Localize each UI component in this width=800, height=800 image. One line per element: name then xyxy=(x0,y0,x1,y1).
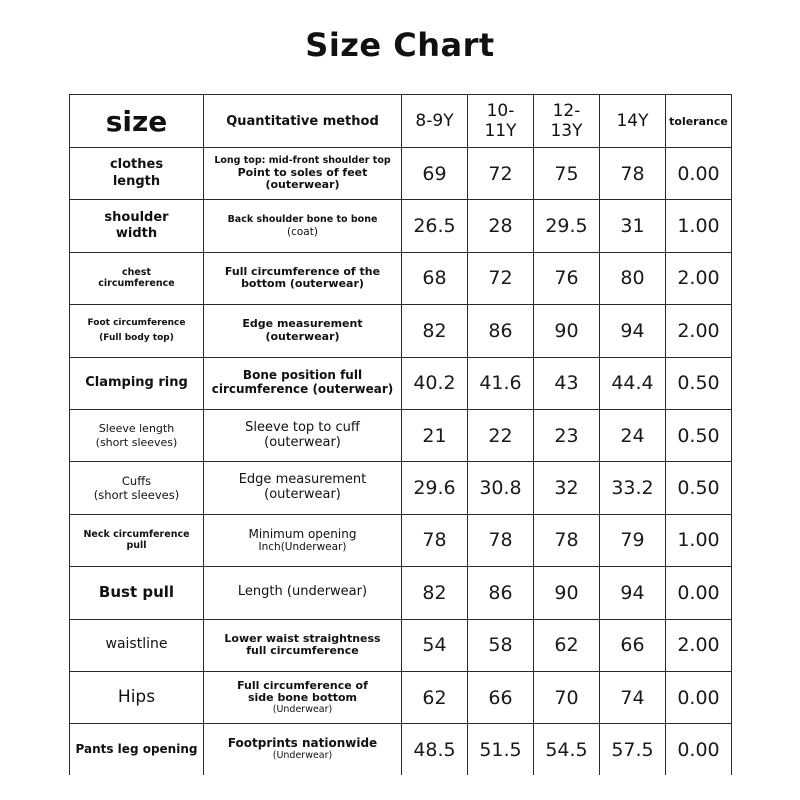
size-line: shoulder xyxy=(104,209,169,225)
value-cell: 28 xyxy=(468,200,534,252)
value-cell: 32 xyxy=(534,462,600,514)
value-cell: 94 xyxy=(600,567,666,619)
size-line: Sleeve length xyxy=(98,421,175,435)
size-line: width xyxy=(115,226,158,242)
size-line: Neck circumference pull xyxy=(83,528,190,552)
size-line: (short sleeves) xyxy=(93,488,180,503)
size-line: Clamping ring xyxy=(85,375,188,391)
method-line: Footprints nationwide xyxy=(227,736,378,751)
row-method xyxy=(204,619,402,671)
table-row xyxy=(70,305,732,357)
value-cell: 23 xyxy=(534,409,600,461)
value-cell: 78 xyxy=(468,514,534,566)
row-size-label xyxy=(70,148,204,200)
tolerance-cell: 2.00 xyxy=(666,252,732,304)
value-cell: 78 xyxy=(600,148,666,200)
method-line: full circumference xyxy=(246,644,359,658)
value-cell: 86 xyxy=(468,305,534,357)
row-size-label xyxy=(70,357,204,409)
method-line: Edge measurement xyxy=(238,472,367,488)
size-line: chest xyxy=(121,266,152,278)
value-cell: 40.2 xyxy=(402,357,468,409)
row-method xyxy=(204,409,402,461)
value-cell: 74 xyxy=(600,671,666,723)
value-cell: 72 xyxy=(468,252,534,304)
table-row xyxy=(70,409,732,461)
table-row xyxy=(70,514,732,566)
header-col-14y: 14Y xyxy=(600,95,666,148)
table-row xyxy=(70,619,732,671)
value-cell: 30.8 xyxy=(468,462,534,514)
size-line: Pants leg opening xyxy=(75,742,198,757)
value-cell: 22 xyxy=(468,409,534,461)
size-line: waistline xyxy=(105,636,168,653)
tolerance-cell: 0.50 xyxy=(666,357,732,409)
header-col-10-11y: 10-11Y xyxy=(468,95,534,148)
method-line: Bone position full xyxy=(242,368,363,383)
method-line: Back shoulder bone to bone xyxy=(227,213,378,225)
row-method xyxy=(204,148,402,200)
tolerance-cell: 0.50 xyxy=(666,409,732,461)
page-title: Size Chart xyxy=(305,26,495,64)
method-line: Inch(Underwear) xyxy=(258,541,347,554)
value-cell: 31 xyxy=(600,200,666,252)
tolerance-cell: 1.00 xyxy=(666,514,732,566)
size-line: (Full body top) xyxy=(99,332,174,343)
method-line: Minimum opening xyxy=(248,526,357,541)
row-size-label xyxy=(70,409,204,461)
tolerance-cell: 0.00 xyxy=(666,671,732,723)
row-method xyxy=(204,252,402,304)
value-cell: 94 xyxy=(600,305,666,357)
size-line: Foot circumference xyxy=(87,317,186,328)
value-cell: 80 xyxy=(600,252,666,304)
value-cell: 29.6 xyxy=(402,462,468,514)
row-size-label xyxy=(70,671,204,723)
tolerance-cell: 2.00 xyxy=(666,619,732,671)
value-cell: 78 xyxy=(402,514,468,566)
method-line: Sleeve top to cuff xyxy=(245,419,360,435)
value-cell: 90 xyxy=(534,567,600,619)
value-cell: 41.6 xyxy=(468,357,534,409)
header-size: size xyxy=(70,95,204,148)
value-cell: 51.5 xyxy=(468,724,534,775)
value-cell: 82 xyxy=(402,305,468,357)
value-cell: 72 xyxy=(468,148,534,200)
table-row xyxy=(70,567,732,619)
value-cell: 66 xyxy=(468,671,534,723)
value-cell: 26.5 xyxy=(402,200,468,252)
row-method xyxy=(204,200,402,252)
tolerance-cell: 0.00 xyxy=(666,567,732,619)
tolerance-cell: 0.50 xyxy=(666,462,732,514)
tolerance-cell: 0.00 xyxy=(666,724,732,775)
header-tolerance: tolerance xyxy=(666,95,732,148)
size-line: Cuffs xyxy=(121,473,152,488)
value-cell: 82 xyxy=(402,567,468,619)
tolerance-cell: 2.00 xyxy=(666,305,732,357)
table-row xyxy=(70,200,732,252)
value-cell: 54.5 xyxy=(534,724,600,775)
method-line: (outerwear) xyxy=(265,178,340,192)
method-line: Long top: mid-front shoulder top xyxy=(214,154,391,166)
row-size-label xyxy=(70,567,204,619)
method-line: (outerwear) xyxy=(265,329,340,343)
header-col-12-13y: 12-13Y xyxy=(534,95,600,148)
value-cell: 57.5 xyxy=(600,724,666,775)
value-cell: 78 xyxy=(534,514,600,566)
row-method xyxy=(204,724,402,775)
value-cell: 43 xyxy=(534,357,600,409)
method-line: circumference (outerwear) xyxy=(211,382,394,397)
value-cell: 48.5 xyxy=(402,724,468,775)
method-line: Edge measurement xyxy=(242,317,363,331)
value-cell: 62 xyxy=(534,619,600,671)
header-row xyxy=(70,95,732,148)
value-cell: 70 xyxy=(534,671,600,723)
value-cell: 44.4 xyxy=(600,357,666,409)
value-cell: 90 xyxy=(534,305,600,357)
method-line: Lower waist straightness xyxy=(224,631,381,645)
size-line: circumference xyxy=(98,278,175,290)
tolerance-cell: 0.00 xyxy=(666,148,732,200)
row-method xyxy=(204,305,402,357)
value-cell: 33.2 xyxy=(600,462,666,514)
row-method xyxy=(204,671,402,723)
value-cell: 24 xyxy=(600,409,666,461)
value-cell: 75 xyxy=(534,148,600,200)
row-size-label xyxy=(70,514,204,566)
method-line: (outerwear) xyxy=(264,434,341,450)
row-method xyxy=(204,567,402,619)
table-row xyxy=(70,252,732,304)
method-line: (Underwear) xyxy=(272,703,333,715)
size-line: length xyxy=(112,173,161,189)
size-line: Bust pull xyxy=(98,583,175,602)
value-cell: 54 xyxy=(402,619,468,671)
value-cell: 66 xyxy=(600,619,666,671)
method-line: Full circumference of the xyxy=(224,264,381,278)
table-row xyxy=(70,671,732,723)
table-row xyxy=(70,148,732,200)
row-size-label xyxy=(70,252,204,304)
method-line: (coat) xyxy=(287,225,318,238)
table-row xyxy=(70,724,732,775)
size-line: (short sleeves) xyxy=(95,435,178,449)
value-cell: 79 xyxy=(600,514,666,566)
value-cell: 69 xyxy=(402,148,468,200)
method-line: side bone bottom xyxy=(247,691,357,705)
size-line: clothes xyxy=(109,157,164,173)
row-size-label xyxy=(70,724,204,775)
size-line: Hips xyxy=(117,686,156,707)
header-col-8-9y: 8-9Y xyxy=(402,95,468,148)
method-line: bottom (outerwear) xyxy=(241,277,364,291)
method-line: (Underwear) xyxy=(272,749,333,761)
row-method xyxy=(204,357,402,409)
value-cell: 21 xyxy=(402,409,468,461)
row-size-label xyxy=(70,200,204,252)
method-line: Full circumference of xyxy=(237,678,368,692)
value-cell: 86 xyxy=(468,567,534,619)
value-cell: 58 xyxy=(468,619,534,671)
method-line: (outerwear) xyxy=(264,487,341,503)
value-cell: 29.5 xyxy=(534,200,600,252)
value-cell: 62 xyxy=(402,671,468,723)
value-cell: 68 xyxy=(402,252,468,304)
row-method xyxy=(204,462,402,514)
row-size-label xyxy=(70,619,204,671)
header-method: Quantitative method xyxy=(204,95,402,148)
table-row xyxy=(70,357,732,409)
method-line: Point to soles of feet xyxy=(237,165,368,179)
row-size-label xyxy=(70,462,204,514)
row-size-label xyxy=(70,305,204,357)
tolerance-cell: 1.00 xyxy=(666,200,732,252)
size-chart-table xyxy=(69,94,732,775)
value-cell: 76 xyxy=(534,252,600,304)
table-row xyxy=(70,462,732,514)
method-line: Length (underwear) xyxy=(237,584,368,600)
row-method xyxy=(204,514,402,566)
